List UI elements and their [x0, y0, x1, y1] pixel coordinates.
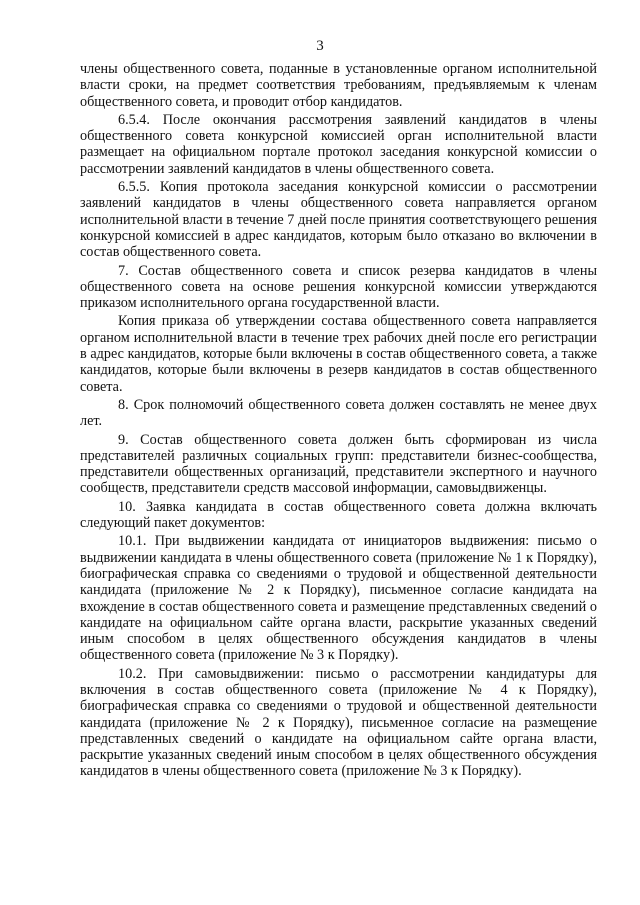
- paragraph-continuation: члены общественного совета, поданные в установленные органом исполнительной власти сроки, на предмет соответствия требованиям, предъявляемым к членам общественного совета, и проводит отбор кандидатов.: [80, 61, 597, 110]
- paragraph-8: 8. Срок полномочий общественного совета должен составлять не менее двух лет.: [80, 396, 597, 430]
- paragraph-9: 9. Состав общественного совета должен быть сформирован из числа представителей различных социальных групп: представители бизнес-сообщества, представители общественных организаций, представители экспертного и научного сообществ, представители средств массовой информации, самовыдвиженцы.: [80, 431, 597, 497]
- paragraph-6-5-4: 6.5.4. После окончания рассмотрения заявлений кандидатов в члены общественного совета конкурсной комиссией орган исполнительной власти размещает на официальном портале протокол заседания конкурсной комиссии о рассмотрении заявлений кандидатов в члены общественного совета.: [80, 111, 597, 177]
- paragraph-6-5-5: 6.5.5. Копия протокола заседания конкурсной комиссии о рассмотрении заявлений кандидатов в члены общественного совета направляется органом исполнительной власти в течение 7 дней после принятия соответствующего решения конкурсной комиссией в адрес кандидатов, которым было отказано во включении в состав общественного совета.: [80, 179, 597, 261]
- page-number: 3: [316, 38, 324, 54]
- paragraph-10-1: 10.1. При выдвижении кандидата от инициаторов выдвижения: письмо о выдвижении кандидата в члены общественного совета (приложение № 1 к Порядку), биографическая справка со сведениями о трудовой и общественной деятельности кандидата (приложение № 2 к Порядку), письменное согласие кандидата на вхождение в состав общественного совета и размещение представленных сведений о кандидате на официальном сайте органа власти, раскрытие указанных сведений иным способом в целях общественного обсуждения кандидатов в члены общественного совета (приложение № 3 к Порядку).: [80, 533, 597, 664]
- paragraph-10-2: 10.2. При самовыдвижении: письмо о рассмотрении кандидатуры для включения в состав общественного совета (приложение № 4 к Порядку), биографическая справка со сведениями о трудовой и общественной деятельности кандидата (приложение № 2 к Порядку), письменное согласие на размещение представленных сведений о кандидате на официальном сайте органа власти, раскрытие указанных сведений иным способом в целях общественного обсуждения кандидатов в члены общественного совета (приложение № 3 к Порядку).: [80, 665, 597, 780]
- paragraph-7-copy: Копия приказа об утверждении состава общественного совета направляется органом исполнительной власти в течение трех рабочих дней после его регистрации в адрес кандидатов, которые были включены в состав общественного совета, а также кандидатов, которые были включены в резерв кандидатов в состав общественного совета.: [80, 313, 597, 395]
- document-body: [80, 61, 597, 782]
- paragraph-7: 7. Состав общественного совета и список резерва кандидатов в члены общественного совета на основе решения конкурсной комиссии утверждаются приказом исполнительного органа государственной власти.: [80, 262, 597, 312]
- paragraph-10: 10. Заявка кандидата в состав общественного совета должна включать следующий пакет документов:: [80, 498, 597, 532]
